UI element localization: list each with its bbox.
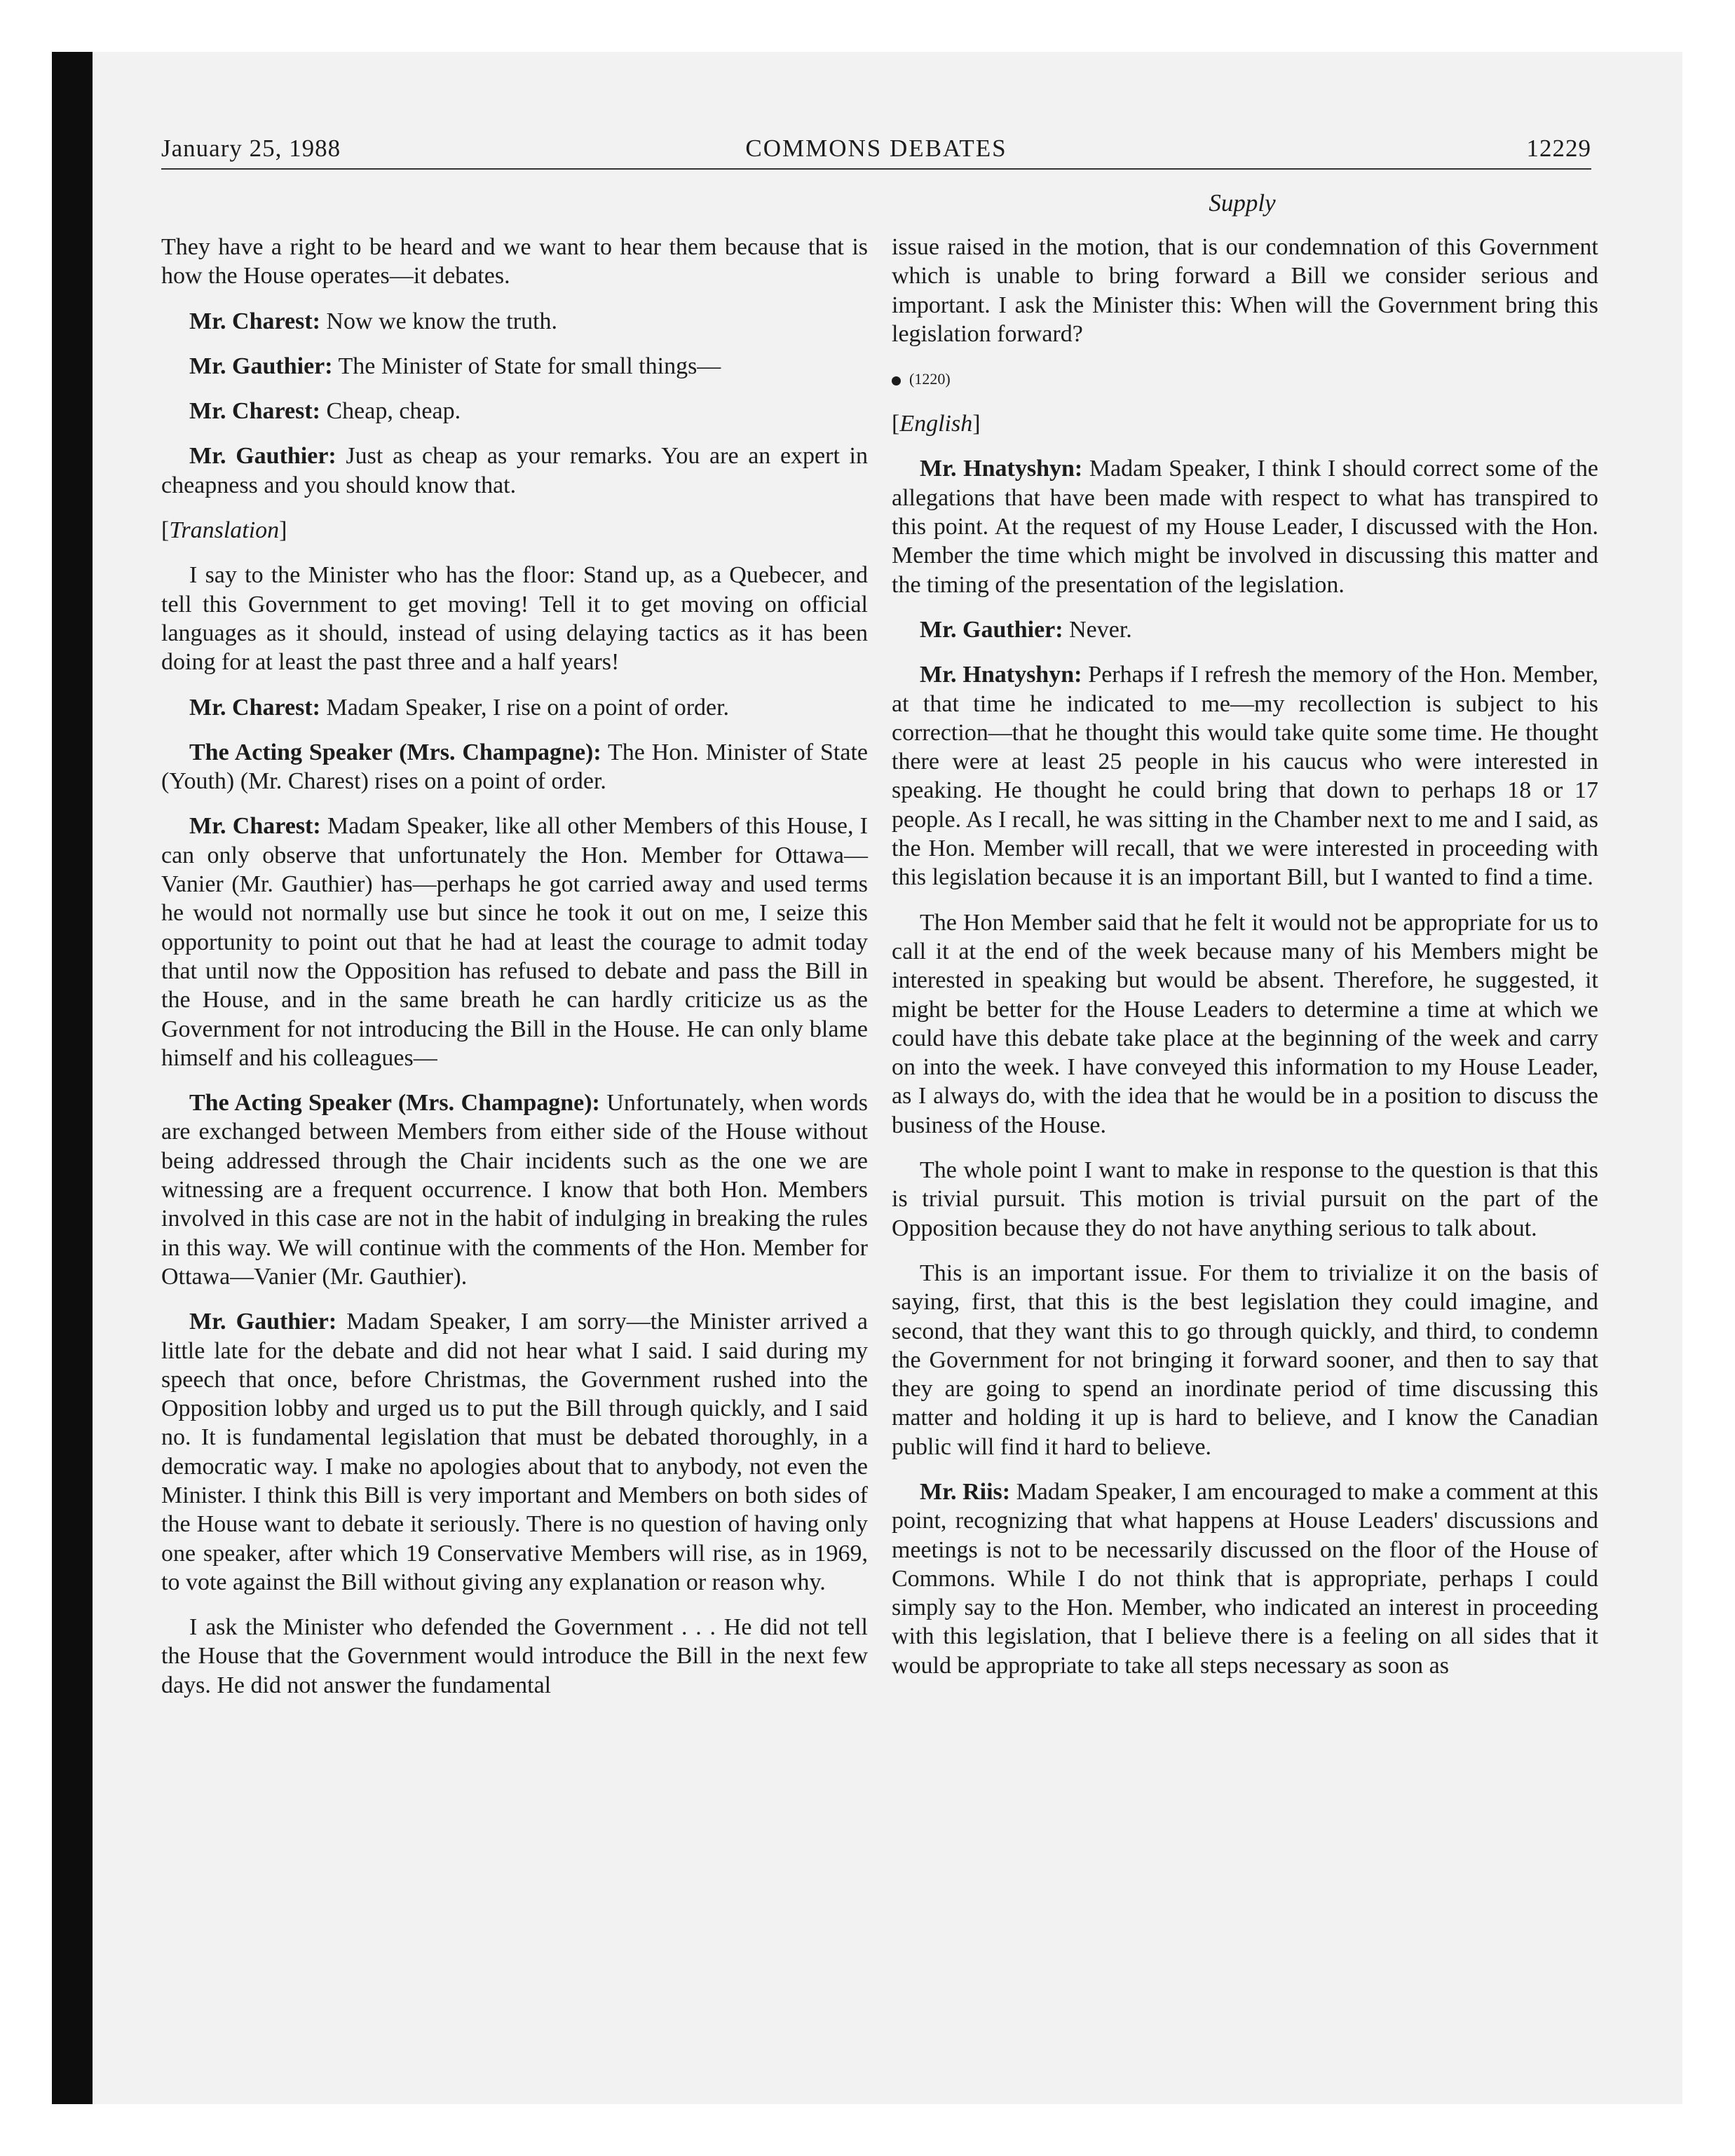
speaker-name: Mr. Charest: xyxy=(189,398,320,425)
paragraph-text: Unfortunately, when words are exchanged between Members from either side of the House without being addressed through the Chair incidents such as the one we are witnessing are a frequent occurrence. I know that both Hon. Members involved in this case are not in the habit of indulging in breaking the rules in this way. We will continue with the comments of the Hon. Member for Ottawa—Vanier (Mr. Gauthier). xyxy=(161,1090,868,1290)
paragraph-text: Perhaps if I refresh the memory of the Hon. Member, at that time he indicated to me—my recollection is subject to his correction—that he thought this would take quite some time. He thought there were at least 25 people in his caucus who were interested in speaking. He thought he could bring that down to perhaps 18 or 17 people. As I recall, he was sitting in the Chamber next to me and I said, as the Hon. Member will recall, that we were interested in proceeding with this legislation because it is an important Bill, but I wanted to find a time. xyxy=(892,662,1598,891)
paragraph xyxy=(161,397,868,425)
paragraph xyxy=(892,1259,1598,1461)
page-header xyxy=(161,133,1591,164)
right-column xyxy=(892,233,1598,1696)
paragraph xyxy=(161,442,868,500)
paragraph-text: Madam Speaker, I think I should correct some of the allegations that have been made with respect to what has transpired to this point. At the request of my House Leader, I discussed with the Hon. Member the time which might be involved in discussing this matter and the timing of the presentation of the legislation. xyxy=(892,456,1598,598)
paragraph-text: Madam Speaker, I am sorry—the Minister arrived a little late for the debate and did not hear what I said. I said during my speech that once, before Christmas, the Government rushed into the Opposition lobby and urged us to put the Bill through quickly, and I said no. It is fundamental legislation that must be debated thoroughly, in a democratic way. I make no apologies about that to anybody, not even the Minister. I think this Bill is very important and Members on both sides of the House want to debate it seriously. There is no question of having only one speaker, after which 19 Conservative Members will rise, as in 1969, to vote against the Bill without giving any explanation or reason why. xyxy=(161,1309,868,1595)
header-rule xyxy=(161,168,1591,170)
paragraph-text: The whole point I want to make in response to the question is that this is trivial pursuit. This motion is trivial pursuit on the part of the Opposition because they do not have anything serious to talk about. xyxy=(892,1157,1598,1241)
language-bracket-open: [ xyxy=(892,411,900,437)
paragraph xyxy=(161,738,868,796)
speaker-name: Mr. Hnatyshyn: xyxy=(920,456,1083,482)
paragraph-text: I ask the Minister who defended the Government . . . He did not tell the House that the Government would introduce the Bill in the next few days. He did not answer the fundamental xyxy=(161,1614,868,1698)
header-journal-title: COMMONS DEBATES xyxy=(745,135,1007,162)
paragraph-text: Madam Speaker, like all other Members of this House, I can only observe that unfortunately the Hon. Member for Ottawa—Vanier (Mr. Gauthier) has—perhaps he got carried away and used terms he would not normally use but since he took it out on me, I seize this opportunity to point out that he had at least the courage to admit today that until now the Opposition has refused to debate and pass the Bill in the House, and in the same breath he can hardly criticize us as the Government for not introducing the Bill in the House. He can only blame himself and his colleagues— xyxy=(161,813,869,1071)
language-label: Translation xyxy=(169,517,280,544)
language-bracket-open: [ xyxy=(161,517,170,544)
paragraph xyxy=(892,1156,1598,1243)
time-marker-text: (1220) xyxy=(909,370,951,388)
paragraph xyxy=(161,693,868,722)
paragraph-text: The Hon. Minister of State (Youth) (Mr. Charest) rises on a point of order. xyxy=(161,739,868,795)
paragraph xyxy=(161,352,868,381)
language-marker xyxy=(161,516,868,545)
header-date: January 25, 1988 xyxy=(161,135,341,162)
time-marker xyxy=(892,364,1598,393)
paragraph-text: The Minister of State for small things— xyxy=(332,353,721,379)
paragraph-text: I say to the Minister who has the floor: Stand up, as a Quebecer, and tell this Government to get moving! Tell it to get moving on official languages as it should, instead of using delaying tactics as it has been doing for at least the past three and a half years! xyxy=(161,562,868,676)
paragraph xyxy=(161,561,868,676)
language-bracket-close: ] xyxy=(972,411,981,437)
left-column xyxy=(161,233,868,1716)
paragraph-text: Now we know the truth. xyxy=(320,308,558,334)
paragraph xyxy=(892,615,1598,644)
speaker-name: Mr. Hnatyshyn: xyxy=(920,662,1082,688)
paragraph xyxy=(161,812,868,1072)
header-page-number: 12229 xyxy=(1526,135,1591,162)
bullet-icon xyxy=(892,376,901,386)
paragraph-text: The Hon Member said that he felt it would not be appropriate for us to call it at the end of the week because many of his Members might be interested in speaking but would be absent. Therefore, he suggested, it might be better for the House Leaders to determine a time at which we could have this debate take place at the beginning of the week and carry on into the week. I have conveyed this information to my House Leader, as I always do, with the idea that he would be in a position to discuss the business of the House. xyxy=(892,909,1598,1138)
paragraph xyxy=(892,454,1598,599)
language-marker xyxy=(892,409,1598,438)
section-title: Supply xyxy=(1209,189,1276,217)
paragraph xyxy=(892,660,1598,892)
language-bracket-close: ] xyxy=(279,517,287,544)
speaker-name: The Acting Speaker (Mrs. Champagne): xyxy=(189,739,601,765)
binding-edge xyxy=(52,52,93,2104)
language-label: English xyxy=(899,411,973,437)
paragraph-text: Cheap, cheap. xyxy=(320,398,461,425)
paragraph xyxy=(892,908,1598,1140)
paragraph-text: Just as cheap as your remarks. You are an expert in cheapness and you should know that. xyxy=(161,443,868,498)
paragraph xyxy=(892,233,1598,348)
paragraph xyxy=(161,233,868,291)
speaker-name: Mr. Gauthier: xyxy=(189,443,336,470)
speaker-name: The Acting Speaker (Mrs. Champagne): xyxy=(189,1090,600,1117)
speaker-name: Mr. Charest: xyxy=(189,694,320,721)
paragraph xyxy=(161,1089,868,1291)
speaker-name: Mr. Gauthier: xyxy=(189,353,333,379)
paragraph xyxy=(892,1478,1598,1680)
paragraph-text: This is an important issue. For them to trivialize it on the basis of saying, first, that this is the best legislation they could imagine, and second, that they want this to go through quickly, and third, to condemn the Government for not bringing it forward sooner, and then to say that they are going to spend an inordinate period of time discussing this matter and holding it up is hard to believe, and I know the Canadian public will find it hard to believe. xyxy=(892,1260,1598,1460)
speaker-name: Mr. Charest: xyxy=(189,308,320,334)
paragraph-text: They have a right to be heard and we want to hear them because that is how the House operates—it debates. xyxy=(161,234,868,289)
speaker-name: Mr. Charest: xyxy=(189,813,321,840)
speaker-name: Mr. Gauthier: xyxy=(189,1309,337,1335)
paragraph xyxy=(161,307,868,336)
paragraph xyxy=(161,1613,868,1700)
paragraph-text: Never. xyxy=(1063,616,1132,643)
speaker-name: Mr. Riis: xyxy=(920,1478,1011,1505)
paragraph-text: Madam Speaker, I am encouraged to make a comment at this point, recognizing that what happens at House Leaders' discussions and meetings is not to be necessarily discussed on the floor of the House of Commons. While I do not think that is appropriate, perhaps I could simply say to the Hon. Member, who indicated an interest in proceeding with this legislation, that I believe there is a feeling on all sides that it would be appropriate to take all steps necessary as soon as xyxy=(892,1478,1599,1679)
speaker-name: Mr. Gauthier: xyxy=(920,616,1063,643)
paragraph-text: Madam Speaker, I rise on a point of order. xyxy=(320,694,730,721)
paragraph-text: issue raised in the motion, that is our condemnation of this Government which is unable to bring forward a Bill we consider serious and important. I ask the Minister this: When will the Government bring this legislation forward? xyxy=(892,234,1598,347)
paragraph xyxy=(161,1307,868,1597)
